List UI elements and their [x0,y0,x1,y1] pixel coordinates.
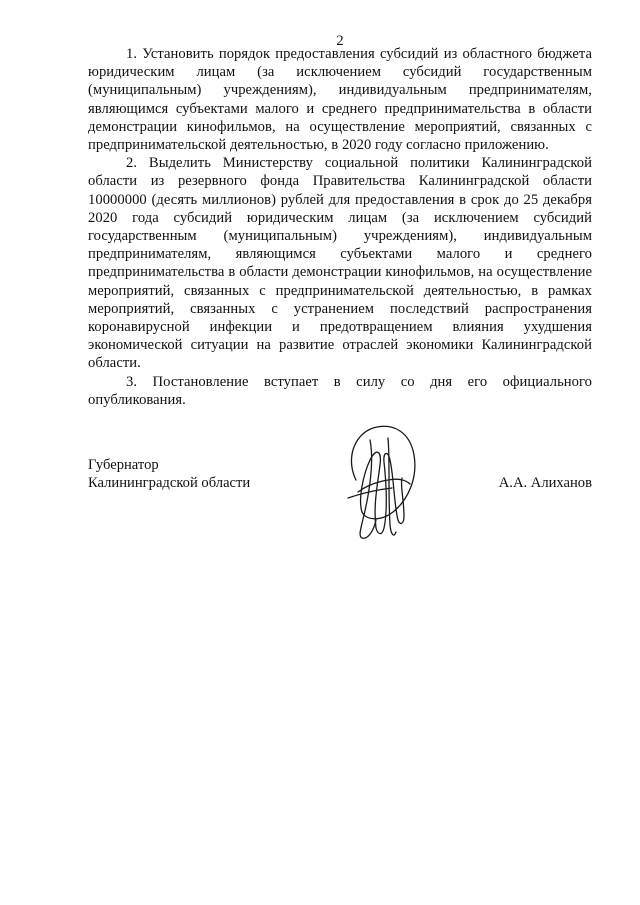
page-number: 2 [336,33,344,49]
document-body [88,45,592,409]
signer-position-line-1: Губернатор [88,457,159,473]
paragraph-2: 2. Выделить Министерству социальной политики Калининградской области из резервного фонда Правительства Калининградской области 10000000 (десять миллионов) рублей для предоставления в срок до 25 декабря 2020 года субсидий юридическим лицам (за исключением субсидий государственным (муниципальным) учреждениям), индивидуальным предпринимателям, являющимся субъектами малого и среднего предпринимательства в области демонстрации кинофильмов, на осуществление мероприятий, связанных с предпринимательской деятельностью, в рамках мероприятий, связанных с устранением последствий распространения коронавирусной инфекции и предотвращением влияния ухудшения экономической ситуации на развитие отраслей экономики Калининградской области. [88,155,592,372]
signer-position [88,456,250,492]
paragraph-1: 1. Установить порядок предоставления субсидий из областного бюджета юридическим лицам (за исключением субсидий государственным (муниципальным) учреждениям), индивидуальным предпринимателям, являющимся субъектами малого и среднего предпринимательства в области демонстрации кинофильмов, на осуществление мероприятий, связанных с предпринимательской деятельностью, в 2020 году согласно приложению. [88,46,592,154]
signer-name: А.А. Алиханов [498,475,592,491]
handwritten-signature [318,420,428,545]
signer-position-line-2: Калининградской области [88,475,251,492]
paragraph-3: 3. Постановление вступает в силу со дня его официального опубликования. [88,373,592,408]
